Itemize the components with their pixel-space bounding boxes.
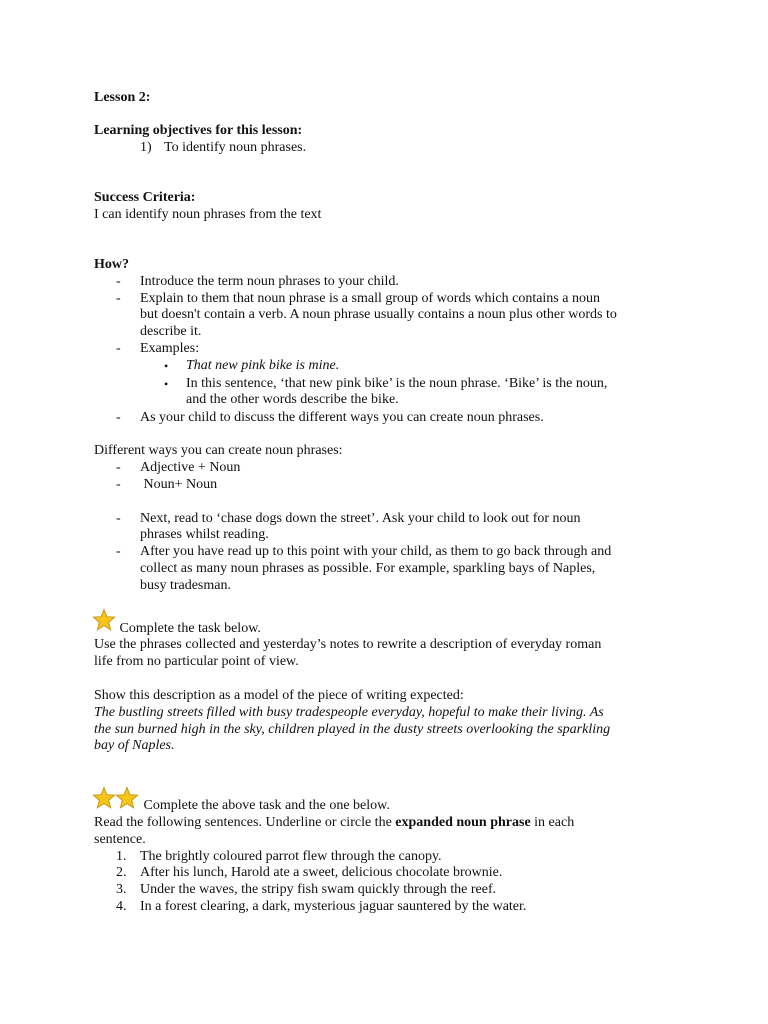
bullet-dot: • [164,359,169,373]
task1-heading: Complete the task below. [116,621,261,636]
next-read-line: phrases whilst reading. [140,527,269,542]
objective-marker: 1) [140,140,152,155]
task2-heading: Complete the above task and the one below. [140,798,390,813]
how-item-discuss: As your child to discuss the different ways you can create noun phrases. [140,410,544,425]
model-text-line: The bustling streets filled with busy tradespeople everyday, hopeful to make their living. As [94,705,604,720]
ways-item: Noun+ Noun [140,477,218,492]
next-read-line: Next, read to ‘chase dogs down the street’. Ask your child to look out for noun [140,511,581,526]
sentence-number: 1. [116,849,127,864]
example-explanation-line: In this sentence, ‘that new pink bike’ is the noun phrase. ‘Bike’ is the noun, [186,376,608,391]
task2-instruction-before: Read the following sentences. Underline or circle the [94,815,396,830]
task2-instruction-bold: expanded noun phrase [395,815,531,830]
how-item-introduce: Introduce the term noun phrases to your child. [140,274,399,289]
ways-item: Adjective + Noun [140,460,241,475]
how-item-examples: Examples: [140,341,200,356]
dash-marker: - [116,274,121,289]
example-explanation-line: and the other words describe the bike. [186,392,399,407]
how-item-explain-line: Explain to them that noun phrase is a small group of words which contains a noun [140,291,600,306]
dash-marker: - [116,511,121,526]
sentence-number: 3. [116,882,127,897]
ways-intro: Different ways you can create noun phrases: [94,443,343,458]
after-read-line: busy tradesman. [140,578,231,593]
after-read-line: After you have read up to this point with your child, as them to go back through and [140,544,612,559]
model-text-line: bay of Naples. [94,738,175,753]
how-heading: How? [94,257,129,272]
sentence-item: In a forest clearing, a dark, mysterious jaguar sauntered by the water. [140,899,527,914]
how-item-explain-line: but doesn't contain a verb. A noun phrase usually contains a noun plus other words to [140,307,617,322]
after-read-line: collect as many noun phrases as possible. For example, sparkling bays of Naples, [140,561,596,576]
task2-instruction-after: in each [530,815,575,830]
model-intro: Show this description as a model of the piece of writing expected: [94,688,464,703]
sentence-item: Under the waves, the stripy fish swam quickly through the reef. [140,882,497,897]
success-criteria-text: I can identify noun phrases from the text [94,207,322,222]
sentence-number: 4. [116,899,127,914]
task1-instruction-line: life from no particular point of view. [94,654,299,669]
task2-instruction [94,815,574,832]
sentence-item: After his lunch, Harold ate a sweet, delicious chocolate brownie. [140,865,503,880]
task2-instruction-line2: sentence. [94,832,146,847]
bullet-dot: • [164,377,169,391]
star-icon [92,608,116,632]
model-text-line: the sun burned high in the sky, children played in the dusty streets overlooking the sparkling [94,722,611,737]
objectives-heading: Learning objectives for this lesson: [94,123,303,138]
task1-instruction-line: Use the phrases collected and yesterday’s notes to rewrite a description of everyday roman [94,637,602,652]
success-criteria-heading: Success Criteria: [94,190,196,205]
dash-marker: - [116,544,121,559]
example-sentence: That new pink bike is mine. [186,358,340,373]
star-icon [115,786,139,810]
sentence-item: The brightly coloured parrot flew through the canopy. [140,849,442,864]
objective-item: To identify noun phrases. [164,140,307,155]
dash-marker: - [116,341,121,356]
dash-marker: - [116,410,121,425]
dash-marker: - [116,460,121,475]
star-icon [92,786,116,810]
how-item-explain-line: describe it. [140,324,202,339]
lesson-title: Lesson 2: [94,90,151,105]
sentence-number: 2. [116,865,127,880]
dash-marker: - [116,291,121,306]
dash-marker: - [116,477,121,492]
